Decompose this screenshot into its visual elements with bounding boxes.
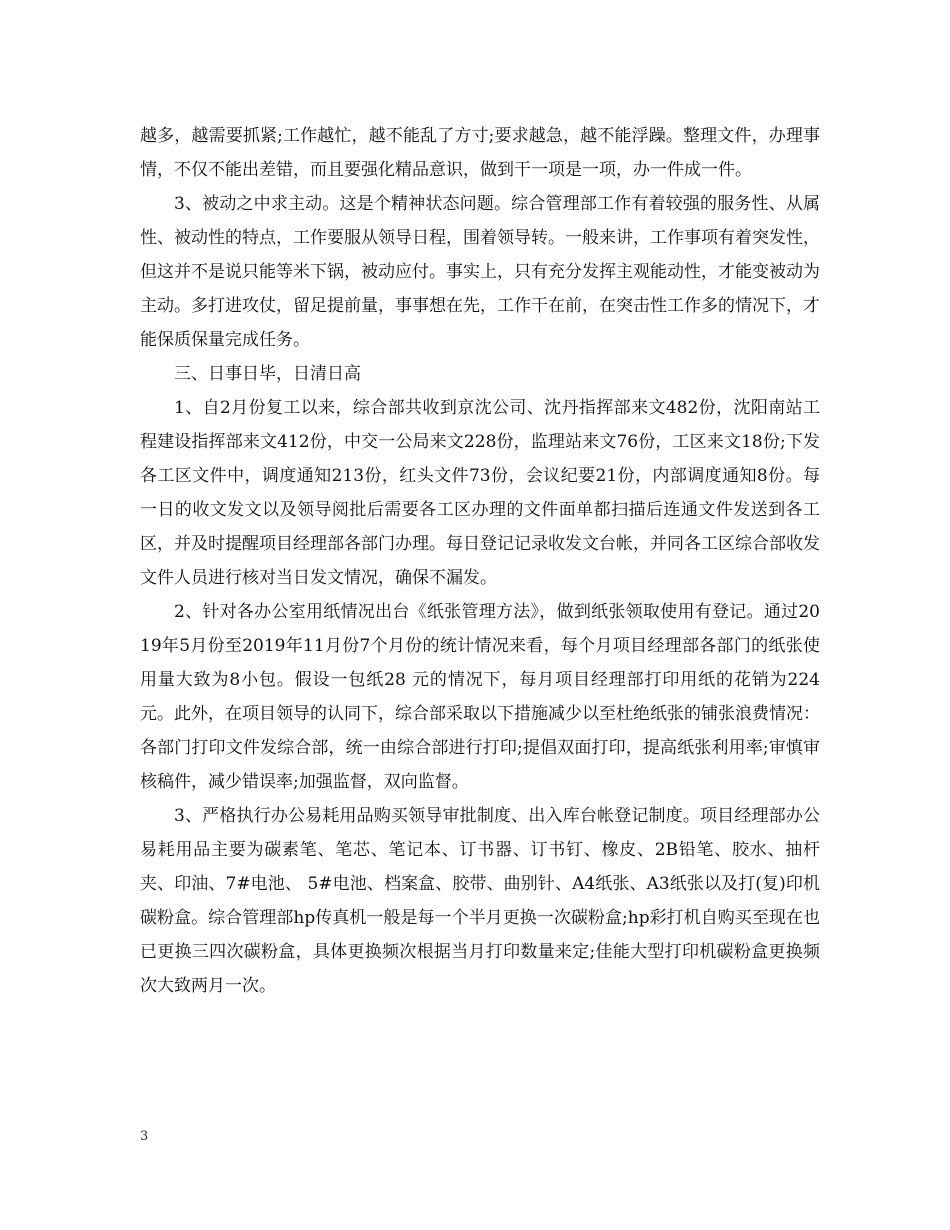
section-heading: 三、日事日毕，日清日高 <box>174 364 361 384</box>
document-body <box>140 119 820 1003</box>
paragraph-3: 1、自2月份复工以来，综合部共收到京沈公司、沈丹指挥部来文482份，沈阳南站工程建设指挥部来文412份，中交一公局来文228份，监理站来文76份，工区来文18份;下发各工区文件中，调度通知213份，红头文件73份，会议纪要21份，内部调度通知8份。每一日的收文发文以及领导阅批后需要各工区办理的文件面单都扫描后连通文件发送到各工区，并及时提醒项目经理部各部门办理。每日登记记录收发文台帐，并同各工区综合部收发文件人员进行核对当日发文情况，确保不漏发。 <box>140 398 820 588</box>
paragraph-1: 越多，越需要抓紧;工作越忙，越不能乱了方寸;要求越急，越不能浮躁。整理文件，办理事情，不仅不能出差错，而且要强化精品意识，做到干一项是一项，办一件成一件。 <box>140 126 820 180</box>
paragraph-5: 3、严格执行办公易耗用品购买领导审批制度、出入库台帐登记制度。项目经理部办公易耗用品主要为碳素笔、笔芯、笔记本、订书器、订书钉、橡皮、2B铅笔、胶水、抽杆夹、印油、7#电池、 5#电池、档案盒、胶带、曲别针、A4纸张、A3纸张以及打(复)印机碳粉盒。综合管理部hp传真机一般是每一个半月更换一次碳粉盒;hp彩打机自购买至现在也已更换三四次碳粉盒，具体更换频次根据当月打印数量来定;佳能大型打印机碳粉盒更换频次大致两月一次。 <box>140 806 820 996</box>
page-number: 3 <box>140 1129 149 1144</box>
paragraph-2: 3、被动之中求主动。这是个精神状态问题。综合管理部工作有着较强的服务性、从属性、被动性的特点，工作要服从领导日程，围着领导转。一般来讲，工作事项有着突发性，但这并不是说只能等米下锅，被动应付。事实上，只有充分发挥主观能动性，才能变被动为主动。多打进攻仗，留足提前量，事事想在先，工作干在前，在突击性工作多的情况下，才能保质保量完成任务。 <box>140 194 820 350</box>
paragraph-4: 2、针对各办公室用纸情况出台《纸张管理方法》，做到纸张领取使用有登记。通过2019年5月份至2019年11月份7个月份的统计情况来看，每个月项目经理部各部门的纸张使用量大致为8小包。假设一包纸28 元的情况下，每月项目经理部打印用纸的花销为224元。此外，在项目领导的认同下，综合部采取以下措施减少以至杜绝纸张的铺张浪费情况：各部门打印文件发综合部，统一由综合部进行打印;提倡双面打印，提高纸张利用率;审慎审核稿件，减少错误率;加强监督，双向监督。 <box>140 602 820 792</box>
